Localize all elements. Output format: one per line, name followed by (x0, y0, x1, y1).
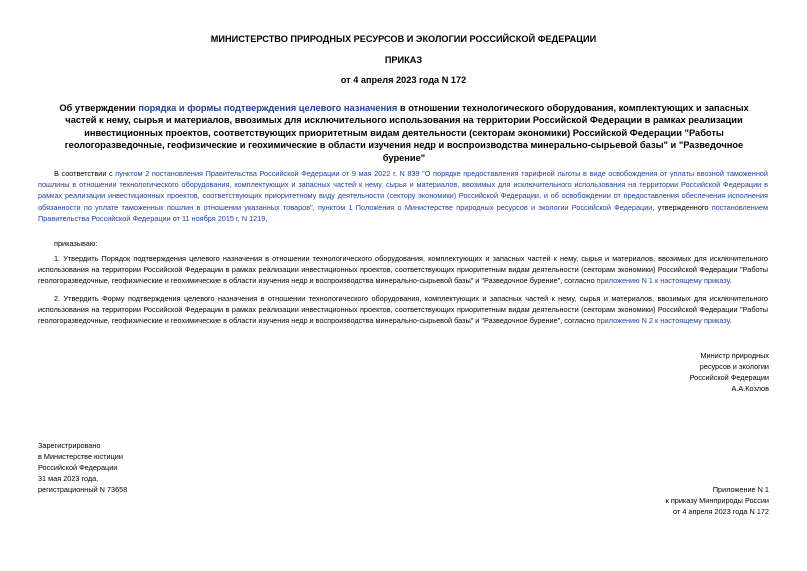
order-word: приказываю: (54, 239, 98, 248)
appendix-line-2: к приказу Минприроды России (665, 496, 769, 505)
appendix-2-link[interactable]: приложению N 2 к настоящему приказу (596, 316, 730, 326)
preamble-paragraph (38, 168, 768, 224)
appendix-header (549, 484, 769, 517)
preamble-text-1: В соответствии с (54, 169, 116, 178)
preamble-link-resolution-839[interactable]: пунктом 2 постановления Правительства Российской Федерации от 9 мая 2022 г. N 839 "О порядке предоставления тарифной льготы в виде освобождения от уплаты ввозной таможенной пошлины в отношении технологического оборудования, комплектующих и запасных частей к нему, сырья и материалов, ввозимых для исключительного использования на территории Российской Федерации в рамках реализации инвестиционных проектов, соответствующих приоритетному виду деятельности (сектору экономики) Российской Федерации, и об освобождении от предоставления обеспечения исполнения обязанности по уплате таможенных пошлин в отношении указанных товаров" (38, 169, 768, 212)
registration-line-1: Зарегистрировано (38, 441, 101, 450)
appendix-1-link[interactable]: приложению N 1 к настоящему приказу (596, 276, 730, 286)
preamble-text-2: , (312, 202, 318, 212)
order-title (52, 102, 756, 164)
title-rest: в отношении технологического оборудования, комплектующих и запасных частей к нему, сырья и материалов, ввозимых для исключительного использования на территории Российской Федерации в рамках реализации инвестиционных проектов, соответствующих приоритетным видам деятельности (секторам экономики) Российской Федерации "Работы геологоразведочные, геофизические и геохимические в области изучения недр и воспроизводства минерально-сырьевой базы" и "Разведочное бурение" (64, 103, 749, 163)
registration-line-3: Российской Федерации (38, 463, 118, 472)
doc-type-heading: ПРИКАЗ (384, 55, 423, 65)
preamble-text-3: , утвержденного (652, 202, 712, 212)
order-item-1 (38, 253, 768, 287)
preamble-link-regulation[interactable]: пунктом 1 Положения о Министерстве природных ресурсов и экологии Российской Федерации (317, 202, 653, 212)
ministry-heading: МИНИСТЕРСТВО ПРИРОДНЫХ РЕСУРСОВ И ЭКОЛОГИИ РОССИЙСКОЙ ФЕДЕРАЦИИ (210, 34, 597, 44)
title-prefix: Об утверждении (59, 103, 139, 113)
registration-block (38, 440, 258, 495)
preamble-text-4: , (265, 213, 268, 223)
signature-line-1: Министр природных (700, 351, 769, 360)
item1-end: . (729, 276, 732, 286)
signature-name: А.А.Козлов (731, 384, 769, 393)
title-link[interactable]: порядка и формы подтверждения целевого назначения (138, 103, 398, 113)
preamble-link-resolution-1219[interactable]: постановлением Правительства Российской Федерации от 11 ноября 2015 г. N 1219 (38, 202, 768, 223)
registration-date: 31 мая 2023 года, (38, 474, 99, 483)
signature-line-3: Российской Федерации (689, 373, 769, 382)
item2-end: . (729, 316, 732, 326)
appendix-line-3: от 4 апреля 2023 года N 172 (673, 507, 769, 516)
date-number-heading: от 4 апреля 2023 года N 172 (340, 75, 467, 85)
registration-number: регистрационный N 73658 (38, 485, 128, 494)
signature-line-2: ресурсов и экологии (699, 362, 769, 371)
item2-text: 2. Утвердить Форму подтверждения целевого назначения в отношении технологического оборудования, комплектующих и запасных частей к нему, сырья и материалов, ввозимых для исключительного использования на территории Российской Федерации в рамках реализации инвестиционных проектов, соответствующих приоритетным видам деятельности (секторам экономики) Российской Федерации "Работы геологоразведочные, геофизические и геохимические в области изучения недр и воспроизводства минерально-сырьевой базы" и "Разведочное бурение", согласно (38, 294, 768, 326)
signature-block (609, 350, 769, 394)
item1-text: 1. Утвердить Порядок подтверждения целевого назначения в отношении технологического оборудования, комплектующих и запасных частей к нему, сырья и материалов, ввозимых для исключительного использования на территории Российской Федерации в рамках реализации инвестиционных проектов, соответствующих приоритетным видам деятельности (секторам экономики) Российской Федерации "Работы геологоразведочные, геофизические и геохимические в области изучения недр и воспроизводства минерально-сырьевой базы" и "Разведочное бурение", согласно (38, 254, 768, 286)
appendix-line-1: Приложение N 1 (712, 485, 769, 494)
registration-line-2: в Министерстве юстиции (38, 452, 123, 461)
order-item-2 (38, 293, 768, 327)
